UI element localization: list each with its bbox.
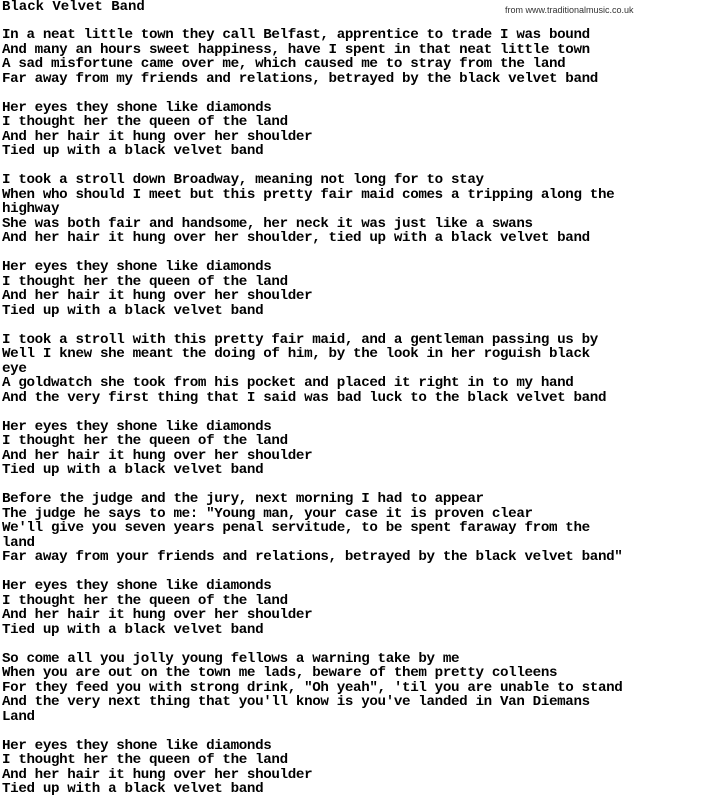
stanza-break	[2, 637, 718, 652]
lyric-line: I thought her the queen of the land	[2, 433, 288, 449]
lyric-line: And the very next thing that you'll know is you've landed in Van Diemans	[2, 694, 590, 710]
lyric-line: A sad misfortune came over me, which caused me to stray from the land	[2, 56, 566, 72]
lyric-line: Her eyes they shone like diamonds	[2, 99, 272, 116]
lyric-line: I thought her the queen of the land	[2, 752, 288, 768]
stanza-break	[2, 159, 718, 174]
lyric-line: Tied up with a black velvet band	[2, 302, 264, 319]
lyric-line: The judge he says to me: "Young man, your case it is proven clear	[2, 505, 533, 522]
lyric-line: Far away from your friends and relations, betrayed by the black velvet band"	[2, 549, 623, 565]
lyric-line: For they feed you with strong drink, "Oh yeah", 'til you are unable to stand	[2, 679, 623, 696]
lyric-line: And the very first thing that I said was bad luck to the black velvet band	[2, 389, 607, 406]
song-title: Black Velvet Band	[2, 0, 145, 15]
lyric-line: Well I knew she meant the doing of him, by the look in her roguish black	[2, 346, 590, 362]
lyric-line: And her hair it hung over her shoulder	[2, 607, 313, 623]
lyric-line: Tied up with a black velvet band	[2, 621, 264, 638]
stanza-break	[2, 478, 718, 493]
stanza-break	[2, 318, 718, 333]
stanza-break	[2, 86, 718, 101]
source-credit: from www.traditionalmusic.co.uk	[505, 5, 634, 15]
lyric-line: And her hair it hung over her shoulder, tied up with a black velvet band	[2, 230, 590, 246]
lyric-line: Her eyes they shone like diamonds	[2, 578, 272, 594]
lyric-line: I thought her the queen of the land	[2, 114, 288, 130]
lyric-line: highway	[2, 201, 60, 217]
lyric-line: Tied up with a black velvet band	[2, 143, 264, 159]
lyric-line: So come all you jolly young fellows a warning take by me	[2, 650, 460, 667]
stanza-break	[2, 405, 718, 420]
lyric-line: And her hair it hung over her shoulder	[2, 766, 313, 783]
lyric-line: Far away from my friends and relations, betrayed by the black velvet band	[2, 70, 598, 87]
lyric-line: Land	[2, 708, 35, 725]
lyric-line: Her eyes they shone like diamonds	[2, 259, 272, 275]
lyric-line: Before the judge and the jury, next morning I had to appear	[2, 491, 484, 507]
lyric-line: When who should I meet but this pretty fair maid comes a tripping along the	[2, 186, 615, 203]
lyric-line: I thought her the queen of the land	[2, 592, 288, 609]
lyric-line: I took a stroll down Broadway, meaning not long for to stay	[2, 172, 484, 188]
lyric-line: And many an hours sweet happiness, have I spent in that neat little town	[2, 41, 590, 58]
lyric-line: A goldwatch she took from his pocket and placed it right in to my hand	[2, 375, 574, 391]
lyrics-body	[2, 28, 718, 797]
lyric-line: Her eyes they shone like diamonds	[2, 737, 272, 754]
lyric-line: And her hair it hung over her shoulder	[2, 447, 313, 464]
lyric-line: eye	[2, 360, 27, 377]
lyric-line: Tied up with a black velvet band	[2, 462, 264, 478]
stanza-break	[2, 724, 718, 739]
stanza-break	[2, 246, 718, 261]
lyric-line: Her eyes they shone like diamonds	[2, 418, 272, 435]
lyric-line: We'll give you seven years penal servitude, to be spent faraway from the	[2, 520, 590, 536]
lyric-line: Tied up with a black velvet band	[2, 781, 264, 797]
lyric-line: And her hair it hung over her shoulder	[2, 288, 313, 304]
stanza-break	[2, 565, 718, 580]
lyric-line: When you are out on the town me lads, beware of them pretty colleens	[2, 665, 558, 681]
lyric-line: I thought her the queen of the land	[2, 273, 288, 290]
lyric-line: I took a stroll with this pretty fair maid, and a gentleman passing us by	[2, 331, 598, 348]
lyric-line: land	[2, 534, 35, 551]
lyric-line: And her hair it hung over her shoulder	[2, 128, 313, 145]
lyric-line: In a neat little town they call Belfast, apprentice to trade I was bound	[2, 27, 590, 43]
lyric-line: She was both fair and handsome, her neck it was just like a swans	[2, 215, 533, 232]
